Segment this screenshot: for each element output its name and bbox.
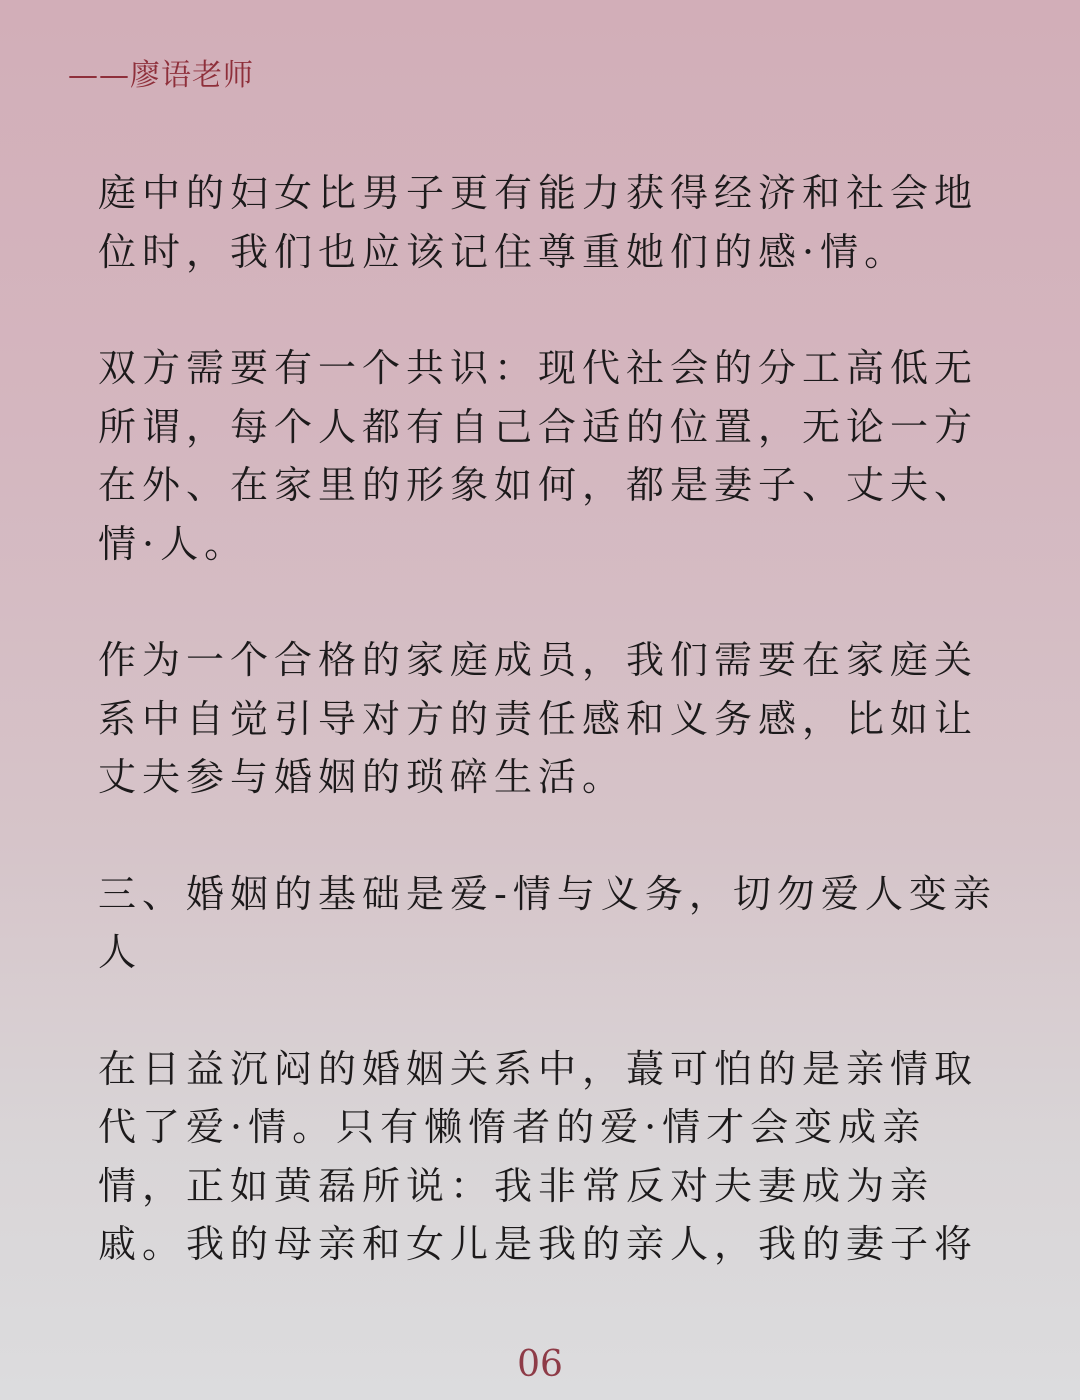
text-line: 作为一个合格的家庭成员，我们需要在家庭关 bbox=[98, 638, 979, 682]
text-line: 情·人。 bbox=[98, 521, 249, 566]
paragraph-5 bbox=[98, 1040, 988, 1274]
text-line: 所谓，每个人都有自己合适的位置，无论一方 bbox=[98, 404, 979, 449]
text-line: 三、婚姻的基础是爱-情与义务，切勿爱人变亲 bbox=[98, 871, 997, 916]
text-line: 在日益沉闷的婚姻关系中，蕞可怕的是亲情取 bbox=[98, 1046, 979, 1091]
article-body bbox=[98, 164, 997, 1332]
text-line: 双方需要有一个共识：现代社会的分工高低无 bbox=[98, 346, 979, 390]
text-line: 代了爱·情。只有懒惰者的爱·情才会变成亲 bbox=[98, 1105, 927, 1149]
paragraph-1 bbox=[98, 164, 988, 281]
text-line: 人 bbox=[98, 930, 143, 974]
text-line: 丈夫参与婚姻的琐碎生活。 bbox=[98, 755, 627, 799]
text-line: 情，正如黄磊所说：我非常反对夫妻成为亲 bbox=[98, 1163, 935, 1208]
text-line: 在外、在家里的形象如何，都是妻子、丈夫、 bbox=[98, 463, 979, 507]
text-line: 系中自觉引导对方的责任感和义务感，比如让 bbox=[98, 696, 979, 741]
text-line: 戚。我的母亲和女儿是我的亲人，我的妻子将 bbox=[98, 1222, 979, 1266]
page-number: 06 bbox=[517, 1344, 563, 1385]
text-line: 庭中的妇女比男子更有能力获得经济和社会地 bbox=[98, 171, 979, 215]
author-signature: ——廖语老师 bbox=[68, 58, 254, 93]
text-line: 位时，我们也应该记住尊重她们的感·情。 bbox=[98, 229, 909, 274]
section-heading bbox=[98, 865, 997, 982]
paragraph-2 bbox=[98, 339, 988, 573]
paragraph-3 bbox=[98, 631, 988, 807]
